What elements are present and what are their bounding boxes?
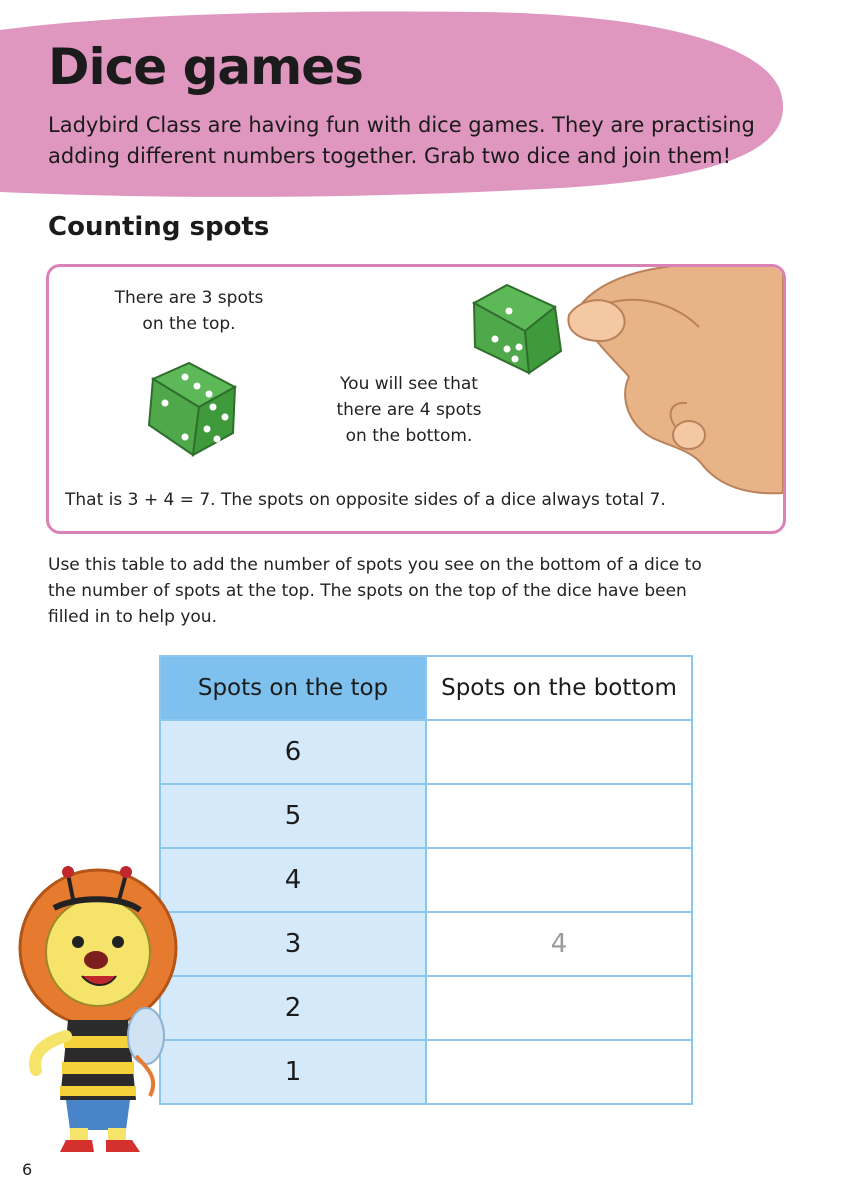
table-header-row [160, 656, 692, 720]
total-note: That is 3 + 4 = 7. The spots on opposite sides of a dice always total 7. [65, 490, 666, 510]
bottom-answer-cell[interactable] [426, 976, 692, 1040]
top-spots-note: There are 3 spots on the top. [114, 288, 264, 334]
bottom-answer-cell[interactable]: 4 [426, 912, 692, 976]
header-spots-top: Spots on the top [160, 656, 426, 720]
instructions-text: Use this table to add the number of spots you see on the bottom of a dice to the number of spots at the top. The spots on the top of the dice have been filled in to help you. [48, 555, 702, 627]
bottom-answer-cell[interactable] [426, 1040, 692, 1104]
bottom-answer-cell[interactable] [426, 720, 692, 784]
spots-table [159, 655, 693, 1105]
header-background [0, 0, 851, 210]
header-spots-bottom: Spots on the bottom [426, 656, 692, 720]
table-row [160, 720, 692, 784]
hand-holding-die-icon [469, 267, 783, 497]
bottom-answer-cell[interactable] [426, 784, 692, 848]
top-cell: 3 [160, 912, 426, 976]
table-row [160, 1040, 692, 1104]
die-icon [145, 359, 245, 459]
table-row [160, 912, 692, 976]
top-cell: 6 [160, 720, 426, 784]
bottom-answer-cell[interactable] [426, 848, 692, 912]
top-cell: 2 [160, 976, 426, 1040]
top-cell: 5 [160, 784, 426, 848]
lion-bee-mascot-illustration [10, 860, 190, 1160]
intro-text: Ladybird Class are having fun with dice games. They are practising adding different numbers together. Grab two dice and join them! [48, 113, 755, 168]
top-cell: 4 [160, 848, 426, 912]
page-number: 6 [22, 1160, 33, 1179]
bottom-spots-note: You will see that there are 4 spots on the bottom. [336, 374, 482, 446]
top-cell: 1 [160, 1040, 426, 1104]
table-row [160, 784, 692, 848]
table-row [160, 848, 692, 912]
section-heading: Counting spots [48, 212, 270, 242]
dice-example-box [46, 264, 786, 534]
page-title: Dice games [48, 38, 363, 96]
table-row [160, 976, 692, 1040]
